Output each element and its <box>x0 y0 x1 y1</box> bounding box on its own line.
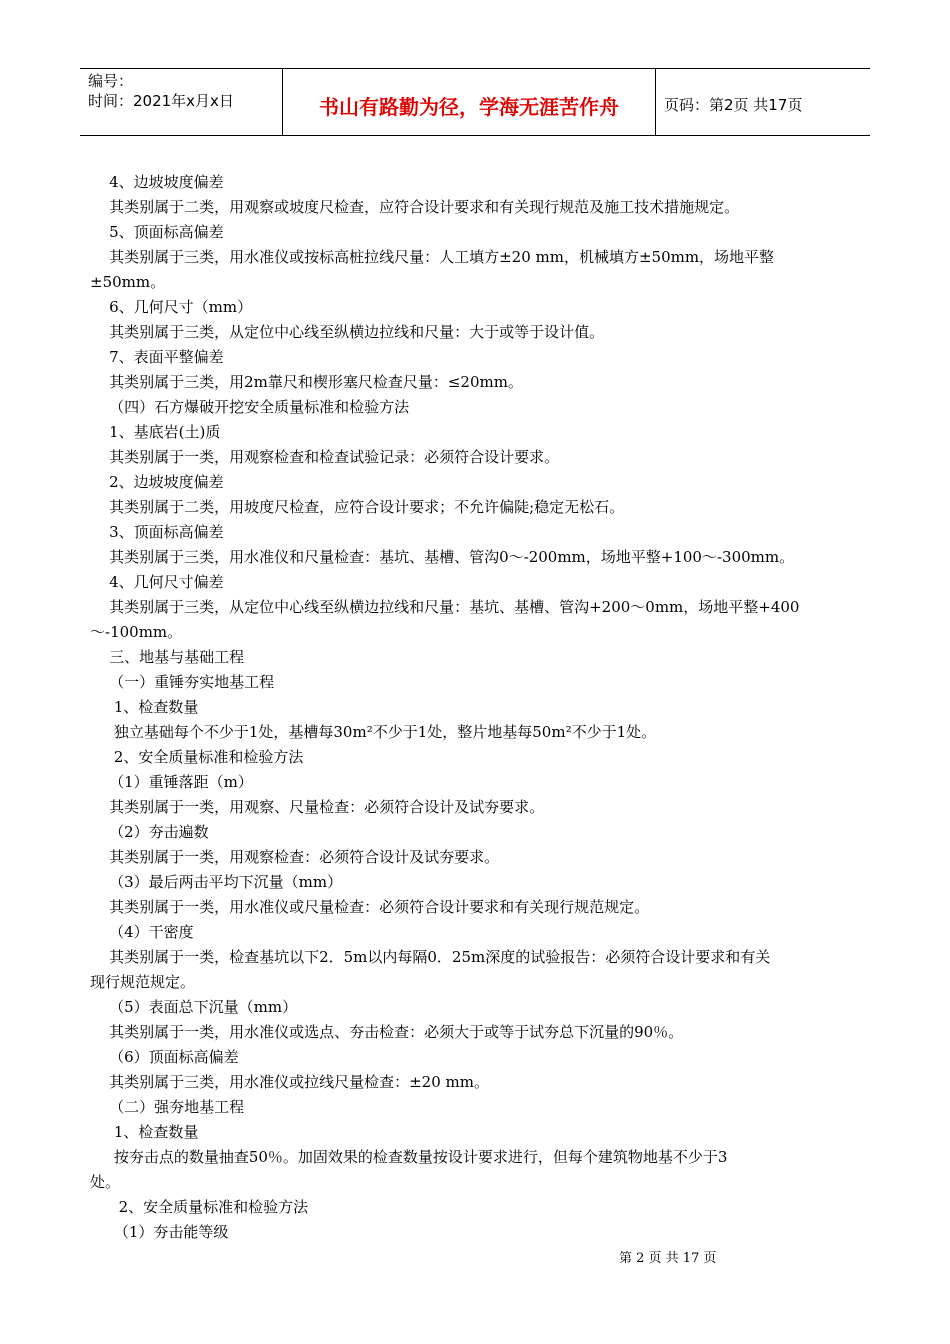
text-line: 其类别属于二类，用观察或坡度尺检查，应符合设计要求和有关现行规范及施工技术措施规定。 <box>90 198 740 216</box>
text-line: 2、安全质量标准和检验方法 <box>90 748 304 766</box>
text-line: 其类别属于二类，用坡度尺检查，应符合设计要求；不允许偏陡;稳定无松石。 <box>90 498 625 516</box>
text-line: 按夯击点的数量抽查50％。加固效果的检查数量按设计要求进行，但每个建筑物地基不少于3 <box>90 1148 728 1166</box>
text-line: 7、表面平整偏差 <box>90 348 224 366</box>
number-label: 编号： <box>88 72 134 90</box>
text-line: 其类别属于一类，用观察、尺量检查：必须符合设计及试夯要求。 <box>90 798 545 816</box>
text-line: 其类别属于一类，用水准仪或尺量检查：必须符合设计要求和有关现行规范规定。 <box>90 898 650 916</box>
text-line: 其类别属于三类，用水准仪或拉线尺量检查：±20 mm。 <box>90 1073 489 1091</box>
text-line: 1、检查数量 <box>90 1123 199 1141</box>
text-line: （2）夯击遍数 <box>90 823 209 841</box>
text-line: 其类别属于三类，从定位中心线至纵横边拉线和尺量：大于或等于设计值。 <box>90 323 605 341</box>
page-header <box>80 68 870 136</box>
header-meta <box>80 69 283 135</box>
text-line: 其类别属于一类，用观察检查：必须符合设计及试夯要求。 <box>90 848 500 866</box>
document-body <box>90 170 860 1245</box>
text-line: 其类别属于三类，用2m靠尺和楔形塞尺检查尺量：≤20mm。 <box>90 373 523 391</box>
text-line: 三、地基与基础工程 <box>90 648 245 666</box>
text-line: 6、几何尺寸（mm） <box>90 298 253 316</box>
page-footer: 第 2 页 共 17 页 <box>619 1251 717 1266</box>
text-line: 独立基础每个不少于1处，基槽每30m²不少于1处，整片地基每50m²不少于1处。 <box>90 723 657 741</box>
text-line: 现行规范规定。 <box>90 973 196 991</box>
text-line: （6）顶面标高偏差 <box>90 1048 239 1066</box>
text-line: （二）强夯地基工程 <box>90 1098 245 1116</box>
text-line: 4、几何尺寸偏差 <box>90 573 224 591</box>
text-line: 其类别属于三类，用水准仪和尺量检查：基坑、基槽、管沟0～-200mm，场地平整+100～-300mm。 <box>90 548 795 566</box>
text-line: 3、顶面标高偏差 <box>90 523 224 541</box>
text-line: （1）夯击能等级 <box>90 1223 229 1241</box>
text-line: ±50mm。 <box>90 273 166 291</box>
text-line: 5、顶面标高偏差 <box>90 223 224 241</box>
text-line: 处。 <box>90 1173 121 1191</box>
header-motto: 书山有路勤为径，学海无涯苦作舟 <box>283 69 656 135</box>
text-line: 4、边坡坡度偏差 <box>90 173 224 191</box>
text-line: 其类别属于一类，检查基坑以下2．5m以内每隔0．25m深度的试验报告：必须符合设计要求和有关 <box>90 948 771 966</box>
text-line: 2、安全质量标准和检验方法 <box>90 1198 309 1216</box>
text-line: （四）石方爆破开挖安全质量标准和检验方法 <box>90 398 410 416</box>
text-line: 其类别属于三类，从定位中心线至纵横边拉线和尺量：基坑、基槽、管沟+200～0mm，场地平整+400 <box>90 598 800 616</box>
text-line: （一）重锤夯实地基工程 <box>90 673 275 691</box>
time-label: 时间：2021年x月x日 <box>88 92 234 110</box>
text-line: （1）重锤落距（m） <box>90 773 253 791</box>
text-line: （5）表面总下沉量（mm） <box>90 998 298 1016</box>
text-line: （3）最后两击平均下沉量（mm） <box>90 873 343 891</box>
text-line: 其类别属于三类，用水准仪或按标高桩拉线尺量：人工填方±20 mm，机械填方±50mm，场地平整 <box>90 248 775 266</box>
text-line: 其类别属于一类，用水准仪或选点、夯击检查：必须大于或等于试夯总下沉量的90％。 <box>90 1023 684 1041</box>
text-line: 其类别属于一类，用观察检查和检查试验记录：必须符合设计要求。 <box>90 448 560 466</box>
text-line: 1、基底岩(土)质 <box>90 423 221 441</box>
text-line: 2、边坡坡度偏差 <box>90 473 224 491</box>
text-line: 1、检查数量 <box>90 698 199 716</box>
text-line: ～-100mm。 <box>90 623 183 641</box>
text-line: （4）干密度 <box>90 923 194 941</box>
header-page-info: 页码：第2页 共17页 <box>664 95 803 114</box>
